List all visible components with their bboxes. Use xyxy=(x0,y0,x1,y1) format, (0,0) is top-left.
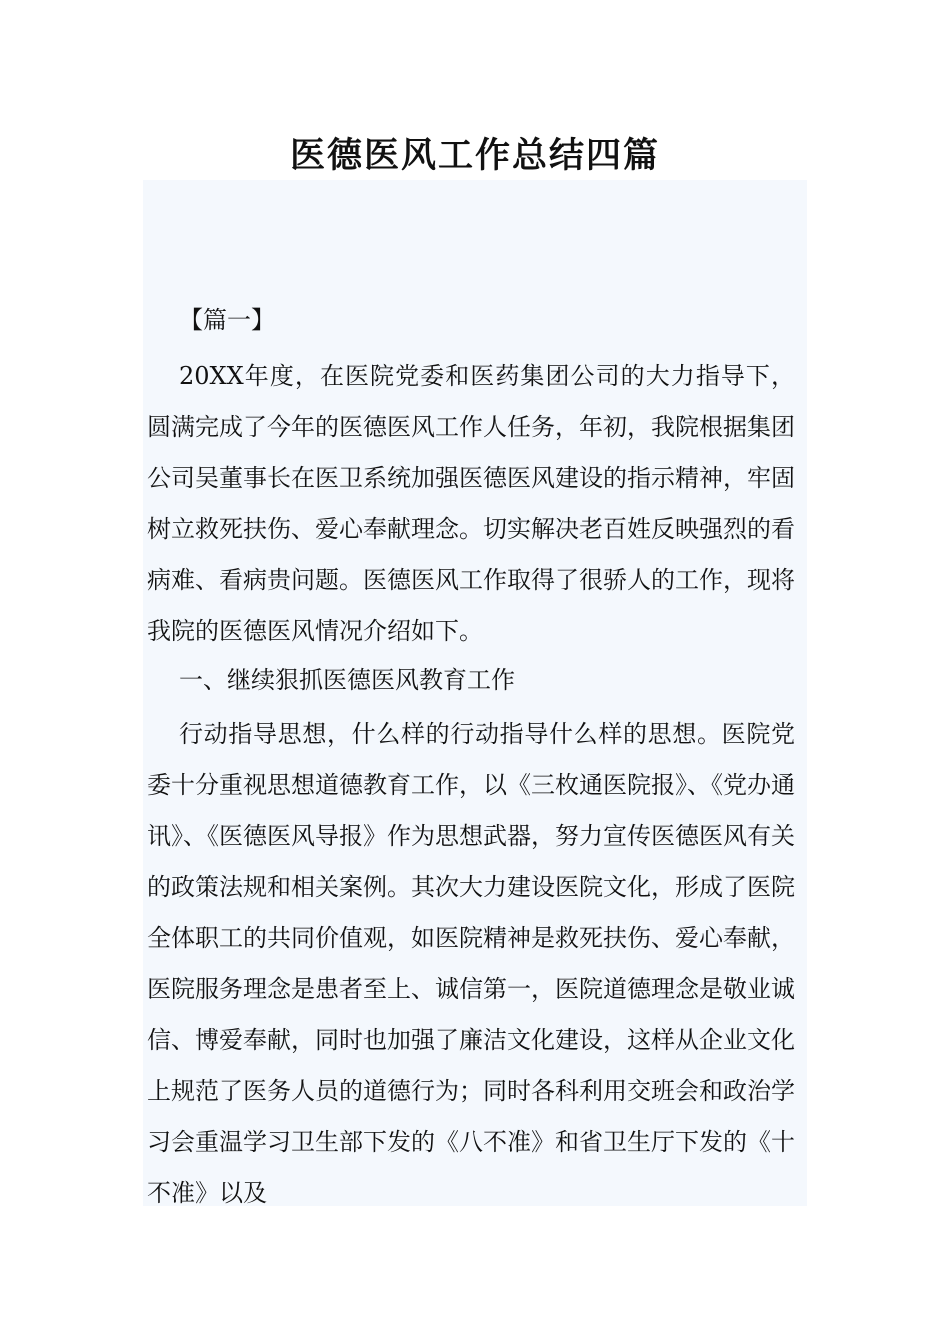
paragraph-body: 行动指导思想，什么样的行动指导什么样的思想。医院党委十分重视思想道德教育工作，以《三枚通医院报》、《党办通讯》、《医德医风导报》作为思想武器，努力宣传医德医风有关的政策法规和相关案例。其次大力建设医院文化，形成了医院全体职工的共同价值观，如医院精神是救死扶伤、爱心奉献，医院服务理念是患者至上、诚信第一，医院道德理念是敬业诚信、博爱奉献，同时也加强了廉洁文化建设，这样从企业文化上规范了医务人员的道德行为；同时各科利用交班会和政治学习会重温学习卫生部下发的《八不准》和省卫生厅下发的《十不准》以及 xyxy=(147,720,795,1207)
section-label: 【篇一】 xyxy=(179,306,275,334)
document-title: 医德医风工作总结四篇 xyxy=(289,135,660,176)
section-heading: 一、继续狠抓医德医风教育工作 xyxy=(179,666,515,694)
paragraph-intro: 20XX年度，在医院党委和医药集团公司的大力指导下，圆满完成了今年的医德医风工作人任务，年初，我院根据集团公司吴董事长在医卫系统加强医德医风建设的指示精神，牢固树立救死扶伤、爱心奉献理念。切实解决老百姓反映强烈的看病难、看病贵问题。医德医风工作取得了很骄人的工作，现将我院的医德医风情况介绍如下。 xyxy=(147,362,795,645)
